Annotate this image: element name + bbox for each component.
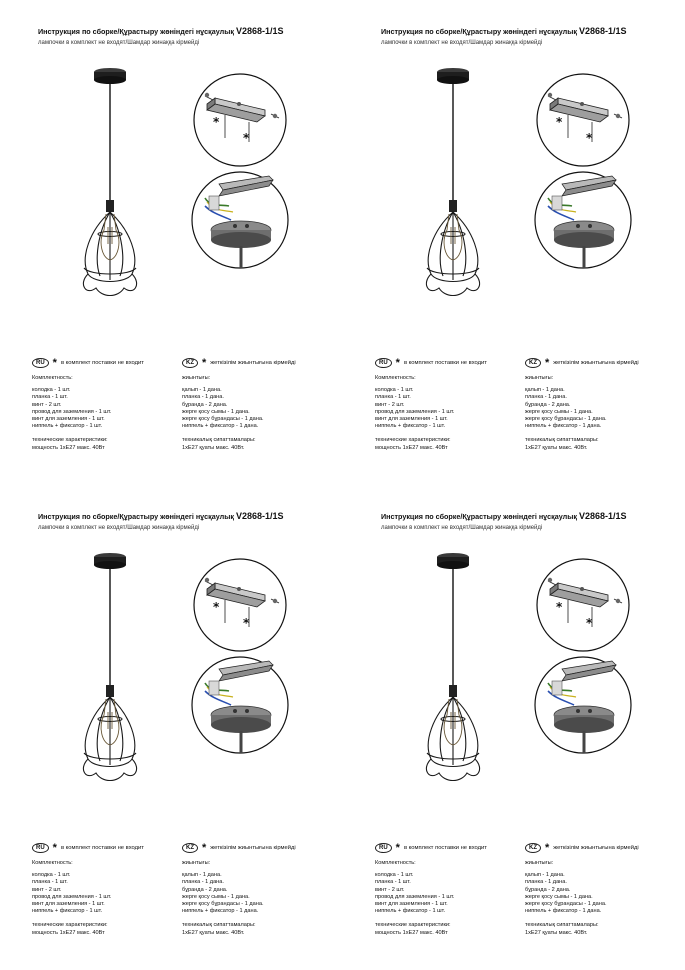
ru-item: колодка - 1 шт. (375, 387, 414, 394)
ru-tech-head: технические характеристики: (32, 437, 108, 444)
ru-item: винт для заземления - 1 шт. (375, 416, 448, 423)
asterisk-icon: * (52, 842, 57, 854)
ru-note-text: в комплект поставки не входит (403, 845, 487, 851)
ru-flag-badge: RU (32, 358, 49, 368)
model-code: V2868-1/1S (235, 511, 284, 521)
ru-item: провод для заземления - 1 шт. (32, 408, 112, 415)
mounting-plate-detail (185, 555, 295, 655)
ru-tech-value: мощность 1хЕ27 макс. 40Вт (32, 929, 105, 936)
ru-item: винт - 2 шт. (32, 401, 62, 408)
pendant-lamp-illustration (70, 62, 150, 302)
canopy-wiring-detail (185, 653, 295, 757)
ru-tech-head: технические характеристики: (32, 922, 108, 929)
ru-note (375, 358, 487, 368)
ru-item: ниппель + фиксатор - 1 шт. (375, 423, 446, 430)
ru-tech-value: мощность 1хЕ27 макс. 40Вт (375, 444, 448, 451)
kz-item: планка - 1 дана. (182, 394, 224, 401)
pendant-lamp-illustration (413, 62, 493, 302)
sheet-title (381, 26, 627, 36)
kz-tech-value: 1хЕ27 қуаты макс. 40Вт. (182, 929, 245, 936)
ru-note (32, 843, 144, 853)
ru-note-text: в комплект поставки не входит (403, 360, 487, 366)
kz-tech-head: техникалық сипаттамалары: (525, 437, 599, 444)
ru-note-text: в комплект поставки не входит (60, 845, 144, 851)
ru-flag-badge: RU (375, 843, 392, 853)
ru-item: планка - 1 шт. (375, 394, 411, 401)
model-code: V2868-1/1S (578, 26, 627, 36)
kz-flag-badge: KZ (525, 358, 541, 368)
kz-item: қалып - 1 дана. (182, 387, 222, 394)
ru-contents (32, 375, 111, 452)
mounting-plate-detail (528, 555, 638, 655)
ru-item: провод для заземления - 1 шт. (375, 408, 455, 415)
mounting-plate-detail (528, 70, 638, 170)
canopy-wiring-detail (185, 168, 295, 272)
instruction-sheet (343, 0, 685, 485)
sheet-subtitle: лампочки в комплект не входят/Шамдар жинаққа кірмейді (381, 525, 543, 531)
ru-tech-value: мощность 1хЕ27 макс. 40Вт (375, 929, 448, 936)
kz-item: қалып - 1 дана. (525, 872, 565, 879)
asterisk-icon: * (545, 357, 550, 369)
instruction-sheet (0, 0, 342, 485)
kz-note (182, 843, 296, 853)
kz-item: жерге қосу сымы - 1 дана. (525, 408, 593, 415)
ru-item: планка - 1 шт. (375, 879, 411, 886)
kz-contents-head: жиынтығы: (182, 860, 211, 866)
svg-text:*: * (586, 616, 593, 630)
kz-item: жерге қосу бұрандасы - 1 дана. (525, 416, 607, 423)
ru-item: ниппель + фиксатор - 1 шт. (375, 908, 446, 915)
svg-text:*: * (213, 600, 220, 614)
kz-item: бұранда - 2 дана. (525, 401, 571, 408)
sheet-subtitle: лампочки в комплект не входят/Шамдар жинаққа кірмейді (38, 525, 200, 531)
kz-tech-head: техникалық сипаттамалары: (525, 922, 599, 929)
asterisk-icon: * (52, 357, 57, 369)
svg-text:*: * (586, 131, 593, 145)
kz-contents (182, 860, 264, 937)
model-code: V2868-1/1S (578, 511, 627, 521)
kz-note (525, 843, 639, 853)
kz-note-text: жеткізілім жиынтығына кірмейді (553, 360, 639, 366)
kz-item: жерге қосу сымы - 1 дана. (182, 893, 250, 900)
ru-note (375, 843, 487, 853)
ru-contents-head: Комплектность: (375, 375, 416, 381)
svg-text:*: * (556, 600, 563, 614)
canopy-wiring-detail (528, 168, 638, 272)
ru-note (32, 358, 144, 368)
ru-item: винт для заземления - 1 шт. (32, 901, 105, 908)
kz-note (182, 358, 296, 368)
kz-contents-head: жиынтығы: (182, 375, 211, 381)
svg-text:*: * (243, 131, 250, 145)
kz-item: планка - 1 дана. (525, 394, 567, 401)
kz-item: ниппель + фиксатор - 1 дана. (525, 908, 602, 915)
sheet-title (381, 511, 627, 521)
kz-note-text: жеткізілім жиынтығына кірмейді (210, 845, 296, 851)
kz-contents (182, 375, 264, 452)
kz-tech-head: техникалық сипаттамалары: (182, 922, 256, 929)
title-text: Инструкция по сборке/Құрастыру жөніндегі нұсқаулық (381, 27, 577, 36)
ru-contents-head: Комплектность: (375, 860, 416, 866)
kz-item: ниппель + фиксатор - 1 дана. (182, 423, 259, 430)
kz-item: жерге қосу бұрандасы - 1 дана. (182, 901, 264, 908)
sheet-subtitle: лампочки в комплект не входят/Шамдар жинаққа кірмейді (38, 40, 200, 46)
kz-flag-badge: KZ (182, 843, 198, 853)
ru-item: колодка - 1 шт. (375, 872, 414, 879)
kz-contents (525, 375, 607, 452)
ru-item: колодка - 1 шт. (32, 872, 71, 879)
kz-note-text: жеткізілім жиынтығына кірмейді (553, 845, 639, 851)
ru-tech-head: технические характеристики: (375, 437, 451, 444)
ru-item: винт для заземления - 1 шт. (32, 416, 105, 423)
model-code: V2868-1/1S (235, 26, 284, 36)
asterisk-icon: * (395, 842, 400, 854)
pendant-lamp-illustration (70, 547, 150, 787)
kz-item: жерге қосу сымы - 1 дана. (182, 408, 250, 415)
sheet-subtitle: лампочки в комплект не входят/Шамдар жинаққа кірмейді (381, 40, 543, 46)
kz-item: қалып - 1 дана. (525, 387, 565, 394)
title-text: Инструкция по сборке/Құрастыру жөніндегі нұсқаулық (38, 512, 234, 521)
ru-contents-head: Комплектность: (32, 860, 73, 866)
ru-note-text: в комплект поставки не входит (60, 360, 144, 366)
kz-contents (525, 860, 607, 937)
kz-item: ниппель + фиксатор - 1 дана. (525, 423, 602, 430)
ru-flag-badge: RU (375, 358, 392, 368)
ru-item: планка - 1 шт. (32, 879, 68, 886)
kz-tech-head: техникалық сипаттамалары: (182, 437, 256, 444)
kz-item: жерге қосу сымы - 1 дана. (525, 893, 593, 900)
kz-note (525, 358, 639, 368)
kz-item: бұранда - 2 дана. (182, 401, 228, 408)
ru-tech-value: мощность 1хЕ27 макс. 40Вт (32, 444, 105, 451)
mounting-plate-detail (185, 70, 295, 170)
ru-item: винт - 2 шт. (375, 886, 405, 893)
ru-flag-badge: RU (32, 843, 49, 853)
ru-contents (375, 375, 454, 452)
kz-item: бұранда - 2 дана. (182, 886, 228, 893)
asterisk-icon: * (395, 357, 400, 369)
ru-item: планка - 1 шт. (32, 394, 68, 401)
kz-item: ниппель + фиксатор - 1 дана. (182, 908, 259, 915)
kz-tech-value: 1хЕ27 қуаты макс. 40Вт. (525, 444, 588, 451)
ru-item: провод для заземления - 1 шт. (32, 893, 112, 900)
instruction-sheet (343, 485, 685, 970)
kz-item: жерге қосу бұрандасы - 1 дана. (182, 416, 264, 423)
sheet-title (38, 26, 284, 36)
ru-item: винт - 2 шт. (32, 886, 62, 893)
ru-item: ниппель + фиксатор - 1 шт. (32, 908, 103, 915)
kz-note-text: жеткізілім жиынтығына кірмейді (210, 360, 296, 366)
kz-flag-badge: KZ (525, 843, 541, 853)
kz-tech-value: 1хЕ27 қуаты макс. 40Вт. (182, 444, 245, 451)
kz-contents-head: жиынтығы: (525, 375, 554, 381)
instruction-sheet (0, 485, 342, 970)
ru-contents (375, 860, 454, 937)
title-text: Инструкция по сборке/Құрастыру жөніндегі нұсқаулық (38, 27, 234, 36)
title-text: Инструкция по сборке/Құрастыру жөніндегі нұсқаулық (381, 512, 577, 521)
kz-tech-value: 1хЕ27 қуаты макс. 40Вт. (525, 929, 588, 936)
ru-item: провод для заземления - 1 шт. (375, 893, 455, 900)
ru-item: ниппель + фиксатор - 1 шт. (32, 423, 103, 430)
kz-contents-head: жиынтығы: (525, 860, 554, 866)
svg-text:*: * (556, 115, 563, 129)
pendant-lamp-illustration (413, 547, 493, 787)
kz-flag-badge: KZ (182, 358, 198, 368)
kz-item: жерге қосу бұрандасы - 1 дана. (525, 901, 607, 908)
ru-item: винт - 2 шт. (375, 401, 405, 408)
asterisk-icon: * (545, 842, 550, 854)
kz-item: планка - 1 дана. (525, 879, 567, 886)
asterisk-icon: * (202, 842, 207, 854)
ru-tech-head: технические характеристики: (375, 922, 451, 929)
kz-item: қалып - 1 дана. (182, 872, 222, 879)
svg-text:*: * (243, 616, 250, 630)
ru-item: винт для заземления - 1 шт. (375, 901, 448, 908)
ru-item: колодка - 1 шт. (32, 387, 71, 394)
kz-item: планка - 1 дана. (182, 879, 224, 886)
sheet-title (38, 511, 284, 521)
ru-contents-head: Комплектность: (32, 375, 73, 381)
svg-text:*: * (213, 115, 220, 129)
ru-contents (32, 860, 111, 937)
canopy-wiring-detail (528, 653, 638, 757)
asterisk-icon: * (202, 357, 207, 369)
kz-item: бұранда - 2 дана. (525, 886, 571, 893)
